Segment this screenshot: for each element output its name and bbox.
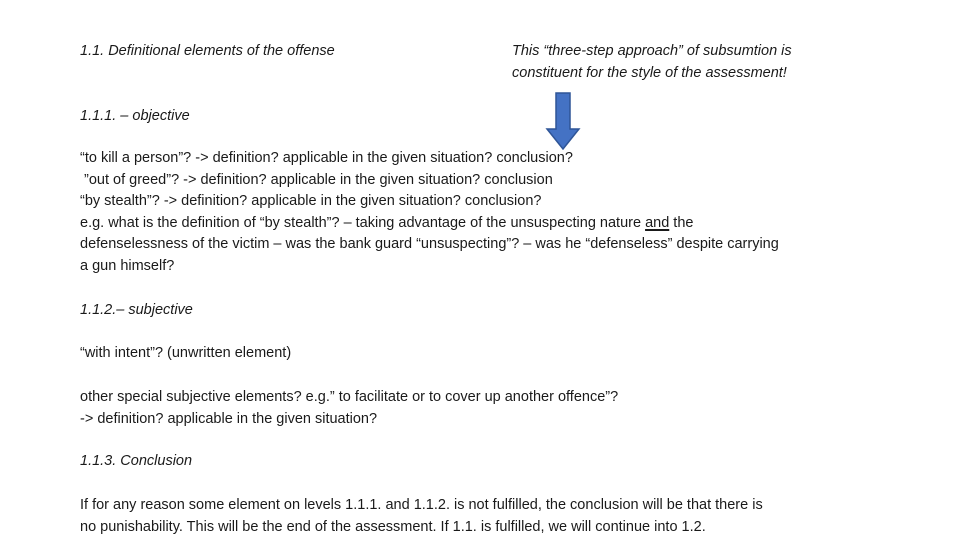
example-line-3: a gun himself? xyxy=(80,257,175,274)
callout-line-1: This “three-step approach” of subsumtion is xyxy=(512,43,792,59)
subsection-subjective-title: 1.1.2.– subjective xyxy=(80,302,193,318)
other-elements-line-2: -> definition? applicable in the given situation? xyxy=(80,410,378,427)
objective-line-2: ”out of greed”? -> definition? applicable in the given situation? conclusion xyxy=(80,171,553,188)
arrow-shape xyxy=(547,93,579,149)
conclusion-line-2: no punishability. This will be the end of the assessment. If 1.1. is fulfilled, we will continue into 1.2. xyxy=(80,518,706,535)
subsection-objective-title: 1.1.1. – objective xyxy=(80,108,190,124)
section-heading: 1.1. Definitional elements of the offense xyxy=(80,43,335,59)
example-line-2: defenselessness of the victim – was the bank guard “unsuspecting”? – was he “defenseless” despite carrying xyxy=(80,236,779,252)
conclusion-body xyxy=(80,495,763,538)
intent-line: “with intent”? (unwritten element) xyxy=(80,345,292,361)
callout-line-2: constituent for the style of the assessment! xyxy=(512,64,787,81)
down-arrow-icon xyxy=(545,92,581,150)
objective-body xyxy=(80,148,779,277)
conclusion-line-1: If for any reason some element on levels 1.1.1. and 1.1.2. is not fulfilled, the conclusion will be that there is xyxy=(80,497,763,513)
subsection-conclusion-title: 1.1.3. Conclusion xyxy=(80,453,193,469)
example-line-1 xyxy=(80,213,779,235)
example-underlined-and: and xyxy=(645,214,670,231)
objective-line-3: “by stealth”? -> definition? applicable in the given situation? conclusion? xyxy=(80,193,542,209)
other-elements-line-1: other special subjective elements? e.g.” to facilitate or to cover up another offence”? xyxy=(80,389,619,405)
example-text-after: the xyxy=(669,214,694,231)
objective-line-1: “to kill a person”? -> definition? applicable in the given situation? conclusion? xyxy=(80,150,573,166)
example-text-before: e.g. what is the definition of “by stealth”? – taking advantage of the unsuspecting nature xyxy=(80,214,646,231)
callout-note xyxy=(512,41,792,84)
other-elements-body xyxy=(80,387,618,430)
